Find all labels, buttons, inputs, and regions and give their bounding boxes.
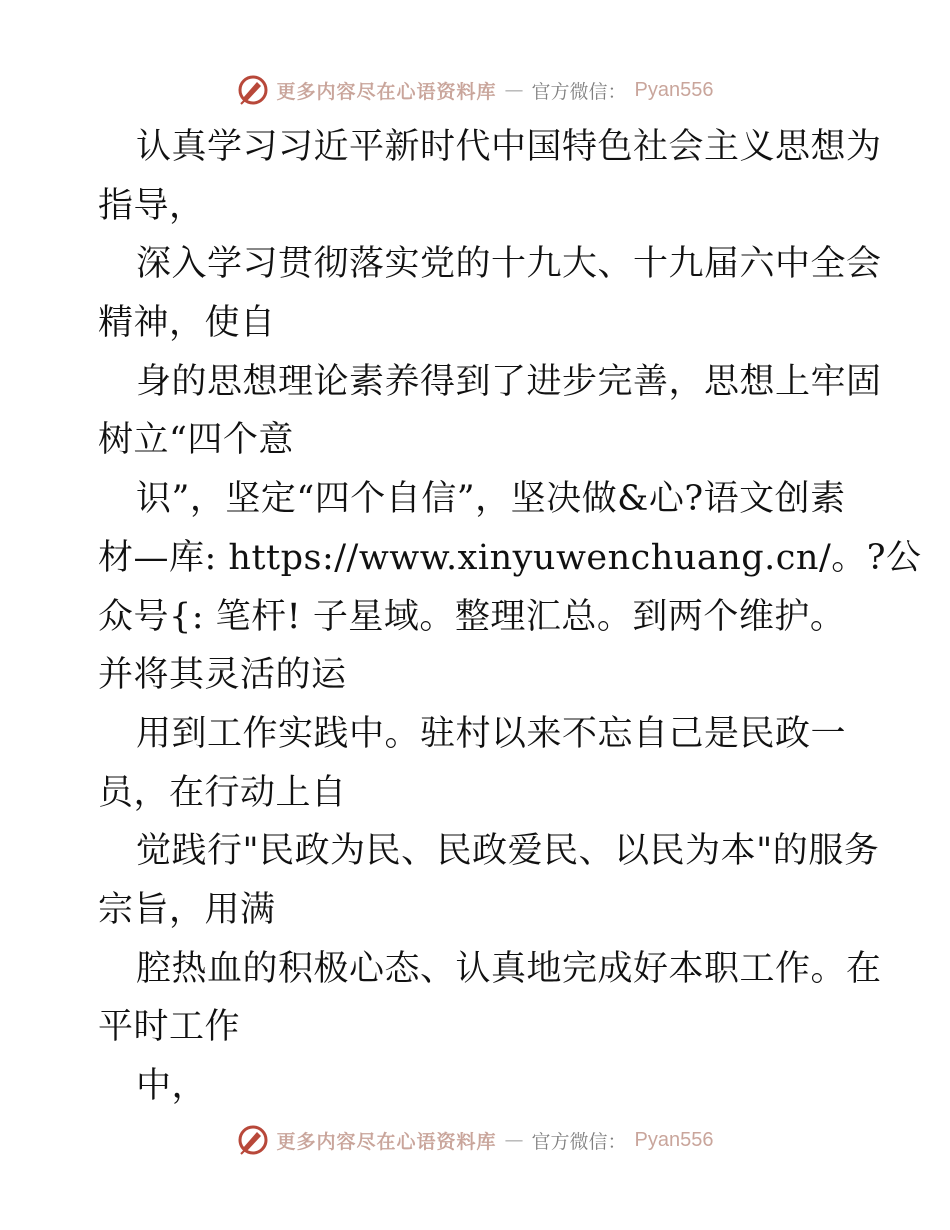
body-line: 识”，坚定“四个自信”，坚决做&心?语文创素 [136,479,846,520]
document-body [98,118,922,1116]
body-line: 身的思想理论素养得到了进步完善，思想上牢固 [136,361,882,402]
watermark-subtext: 官方微信： [531,1130,627,1153]
body-line: 平时工作 [98,1007,241,1048]
body-line: 精神，使自 [98,303,276,344]
body-line: 树立“四个意 [98,420,294,461]
ribbon-pen-logo-icon [237,1124,269,1156]
body-line: 认真学习习近平新时代中国特色社会主义思想为 [136,127,882,167]
ribbon-pen-logo-icon [237,74,269,106]
body-line: 觉践行"民政为民、民政爱民、以民为本"的服务 [136,831,880,872]
watermark-text: 更多内容尽在心语资料库 [276,80,497,103]
body-line: 材—库: https://www.xinyuwenchuang.cn/。?公 [98,537,922,578]
watermark-subtext: 官方微信： [531,80,627,103]
watermark-text: 更多内容尽在心语资料库 [276,1130,497,1153]
watermark-id: Pyan556 [634,1128,714,1151]
body-line: 用到工作实践中。驻村以来不忘自己是民政一 [136,713,847,754]
header-watermark [0,70,950,110]
body-line: 指导， [98,185,205,226]
body-line: 腔热血的积极心态、认真地完成好本职工作。在 [136,948,882,989]
body-line: 宗旨，用满 [98,889,276,930]
body-line: 员，在行动上自 [98,772,347,813]
watermark-separator: — [504,79,524,101]
body-line: 深入学习贯彻落实党的十九大、十九届六中全会 [136,244,882,285]
watermark-separator: — [504,1129,524,1151]
footer-watermark [0,1120,950,1160]
body-line: 并将其灵活的运 [98,655,347,696]
watermark-id: Pyan556 [634,78,714,101]
body-line: 众号{: 笔杆! 子星域。整理汇总。到两个维护。 [98,596,846,637]
body-line: 中， [136,1066,208,1106]
